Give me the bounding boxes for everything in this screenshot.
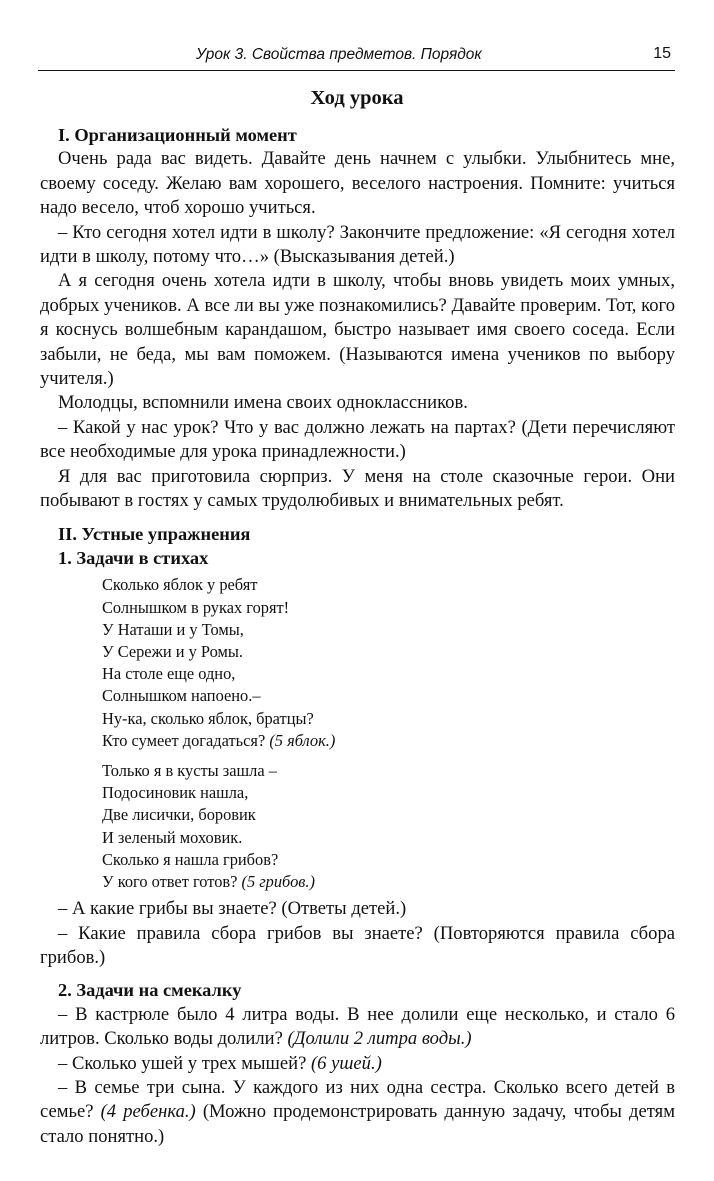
- problem-text: – Сколько ушей у трех мышей?: [58, 1052, 307, 1074]
- paragraph: – Какой у нас урок? Что у вас должно лежать на партах? (Дети перечисляют все необходимые для урока принадлежности.): [40, 416, 675, 463]
- poem-line: [102, 871, 675, 893]
- poem-line: Только я в кусты зашла –: [102, 760, 277, 780]
- paragraph: – Какие правила сбора грибов вы знаете? (Повторяются правила сбора грибов.): [40, 922, 675, 968]
- paragraph: [40, 1052, 675, 1076]
- problem-text: – В семье три сына. У каждого из них одна сестра. Сколько всего детей в семье?: [40, 1077, 675, 1123]
- poem-line: Ну-ка, сколько яблок, братцы?: [102, 708, 314, 728]
- header-title: Урок 3. Свойства предметов. Порядок: [196, 46, 482, 63]
- poem-line: Две лисички, боровик: [102, 805, 256, 825]
- poem-line: Солнышком напоено.–: [102, 686, 261, 706]
- poem-last-line: У кого ответ готов?: [102, 871, 238, 891]
- section-heading-oral-exercises: II. Устные упражнения: [58, 523, 251, 544]
- poem-line: Сколько я нашла грибов?: [102, 849, 279, 869]
- paragraph: Я для вас приготовила сюрприз. У меня на столе сказочные герои. Они побывают в гостях у самых трудолюбивых и внимательных ребят.: [40, 465, 675, 512]
- poem-line: Сколько яблок у ребят: [102, 575, 258, 595]
- page-content: [40, 123, 675, 1149]
- problem-answer: (Долили 2 литра воды.): [287, 1028, 472, 1050]
- problem-answer: (6 ушей.): [310, 1052, 382, 1074]
- paragraph: А я сегодня очень хотела идти в школу, чтобы вновь увидеть моих умных, добрых учеников. А все ли вы уже познакомились? Давайте проверим. Тот, кого я коснусь волшебным карандашом, быстро называет имя своего соседа. Если забыли, не беда, мы вам поможем. (Называются имена учеников по выбору учителя.): [40, 270, 675, 390]
- paragraph: [40, 1003, 675, 1052]
- poem-answer: (5 яблок.): [269, 730, 336, 750]
- paragraph: [40, 1076, 675, 1149]
- poem-line: [102, 730, 675, 752]
- poem-last-line: Кто сумеет догадаться?: [102, 730, 266, 750]
- poem-mushrooms: [102, 760, 675, 893]
- problem-text: – В кастрюле было 4 литра воды. В нее долили еще несколько, и стало 6 литров. Сколько воды долили?: [40, 1003, 675, 1050]
- paragraph: Очень рада вас видеть. Давайте день начнем с улыбки. Улыбнитесь мне, своему соседу. Желаю вам хорошего, веселого настроения. Помните: учиться надо весело, чтоб хорошо учиться.: [40, 148, 675, 219]
- problem-note: (Можно продемонстрировать данную задачу, чтобы детям стало понятно.): [40, 1101, 675, 1147]
- subsection-heading-wit-problems: 2. Задачи на смекалку: [58, 980, 242, 1001]
- problem-answer: (4 ребенка.): [100, 1101, 196, 1123]
- poem-line: Подосиновик нашла,: [102, 783, 249, 803]
- poem-line: И зеленый моховик.: [102, 827, 243, 847]
- page-number: 15: [653, 45, 671, 62]
- running-header: [38, 42, 675, 71]
- paragraph: – А какие грибы вы знаете? (Ответы детей.): [58, 898, 407, 920]
- section-heading-organizational: I. Организационный момент: [58, 125, 297, 145]
- poem-line: Солнышком в руках горят!: [102, 597, 290, 617]
- poem-apples: [102, 574, 675, 752]
- lesson-title: Ход урока: [310, 87, 404, 109]
- poem-line: У Наташи и у Томы,: [102, 619, 244, 639]
- subsection-heading-verse-problems: 1. Задачи в стихах: [58, 547, 209, 568]
- poem-line: На столе еще одно,: [102, 664, 236, 684]
- poem-line: У Сережи и у Ромы.: [102, 641, 244, 661]
- poem-answer: (5 грибов.): [241, 871, 315, 891]
- paragraph: Молодцы, вспомнили имена своих одноклассников.: [58, 392, 468, 414]
- paragraph: – Кто сегодня хотел идти в школу? Закончите предложение: «Я сегодня хотел идти в школу, потому что…» (Высказывания детей.): [40, 221, 675, 268]
